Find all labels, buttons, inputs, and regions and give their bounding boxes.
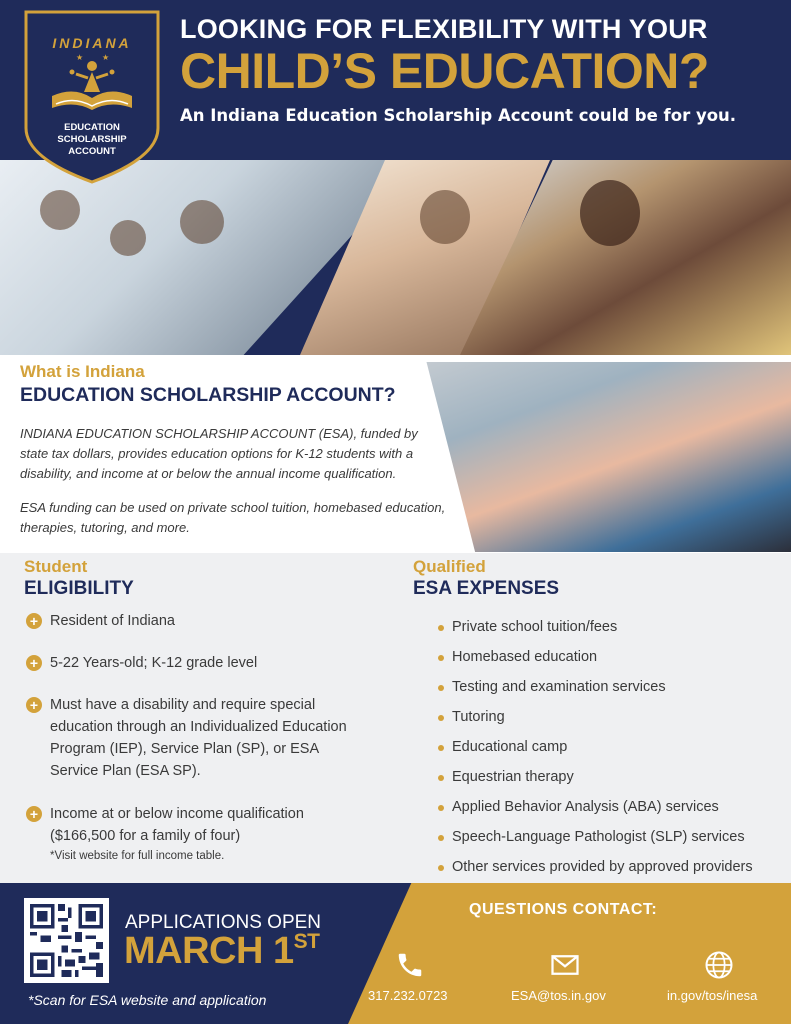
list-item: Testing and examination services: [436, 672, 786, 702]
contact-phone[interactable]: 317.232.0723: [368, 988, 448, 1003]
list-item: Homebased education: [436, 642, 786, 672]
badge-account-text: EDUCATION SCHOLARSHIP ACCOUNT: [57, 122, 127, 157]
income-table-note: *Visit website for full income table.: [50, 850, 225, 862]
what-is-label: What is Indiana: [20, 362, 145, 381]
plus-circle-icon: +: [26, 697, 42, 713]
phone-icon: [395, 950, 425, 980]
questions-contact-label: QUESTIONS CONTACT:: [469, 901, 658, 918]
expenses-title: ESA EXPENSES: [413, 578, 560, 599]
contact-website[interactable]: in.gov/tos/inesa: [667, 988, 758, 1003]
contact-email[interactable]: ESA@tos.in.gov: [511, 988, 606, 1003]
plus-circle-icon: +: [26, 806, 42, 822]
headline-line2: CHILD’S EDUCATION?: [180, 43, 709, 99]
qr-code-icon: [30, 904, 103, 977]
svg-text:★: ★: [76, 53, 84, 62]
plus-circle-icon: +: [26, 655, 42, 671]
list-item: Applied Behavior Analysis (ABA) services: [436, 792, 786, 822]
photo-strip: [0, 160, 791, 355]
list-item: Other services provided by approved providers: [436, 852, 786, 882]
eligibility-item: + Income at or below income qualification ($166,500 for a family of four) *Visit website for full income table.: [26, 803, 356, 865]
eligibility-item: + Resident of Indiana: [26, 610, 386, 632]
list-item: Educational camp: [436, 732, 786, 762]
eligibility-label: Student: [24, 557, 88, 576]
scan-note: *Scan for ESA website and application: [28, 992, 267, 1008]
list-item: Tutoring: [436, 702, 786, 732]
qr-code[interactable]: [24, 898, 109, 983]
what-is-paragraph-1: INDIANA EDUCATION SCHOLARSHIP ACCOUNT (ESA), funded by state tax dollars, provides education options for K-12 students with a disability, and income at or below the annual income qualification.: [20, 426, 418, 481]
headline-line1: LOOKING FOR FLEXIBILITY WITH YOUR: [180, 14, 708, 44]
esa-logo-badge: [22, 8, 162, 186]
applications-open-label: APPLICATIONS OPEN: [125, 912, 322, 933]
svg-text:★: ★: [102, 53, 110, 62]
subheadline: An Indiana Education Scholarship Account could be for you.: [180, 106, 737, 125]
envelope-icon: [550, 950, 580, 980]
eligibility-item: + Must have a disability and require special education through an Individualized Education Program (IEP), Service Plan (SP), or ESA Service Plan (ESA SP).: [26, 694, 356, 782]
badge-state-text: INDIANA: [52, 35, 132, 51]
globe-icon: [704, 950, 734, 980]
list-item: Private school tuition/fees: [436, 612, 786, 642]
expenses-label: Qualified: [413, 557, 486, 576]
list-item: Speech-Language Pathologist (SLP) services: [436, 822, 786, 852]
what-is-paragraph-2: ESA funding can be used on private school tuition, homebased education, therapies, tutoring, and more.: [20, 500, 446, 535]
what-is-title: EDUCATION SCHOLARSHIP ACCOUNT?: [20, 384, 396, 406]
application-date: MARCH 1ST: [124, 930, 320, 972]
eligibility-title: ELIGIBILITY: [24, 578, 134, 599]
list-item: Equestrian therapy: [436, 762, 786, 792]
expenses-list: [436, 612, 786, 882]
plus-circle-icon: +: [26, 613, 42, 629]
eligibility-item: + 5-22 Years-old; K-12 grade level: [26, 652, 386, 674]
